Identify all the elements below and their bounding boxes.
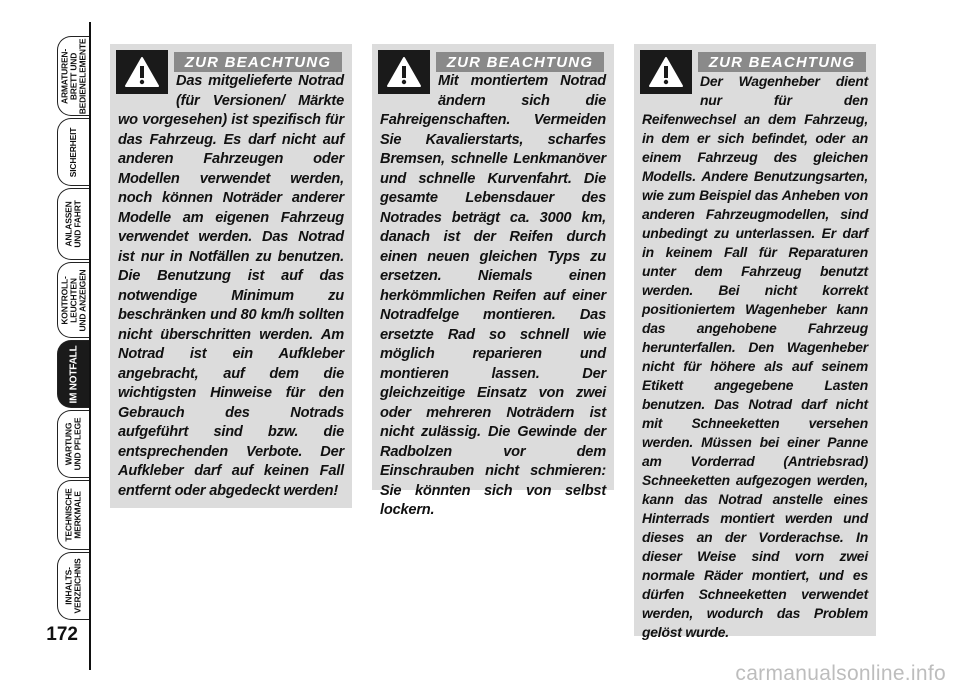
warning-header: ZUR BEACHTUNG (698, 52, 866, 72)
nav-tab-kontrollleuchten[interactable] (57, 262, 89, 338)
warning-box-jack (634, 44, 876, 640)
nav-tab-label: TECHNISCHE MERKMALE (63, 488, 83, 542)
warning-text: Der Wagenheber dient nur für den Reifenwechsel an dem Fahrzeug, in dem er sich befindet, oder an einem Fahrzeug des gleichen Modells. Andere Benutzungsarten, wie zum Beispiel das Anheben von anderen Fahrzeugmodellen, sind unbedingt zu unterlassen. Er darf in keinem Fall für Reparaturen unter dem Fahrzeug benutzt werden. Bei nicht korrekt positioniertem Wagenheber kann das angehobene Fahrzeug herunterfallen. Den Wagenheber nicht für höhere als auf seinem Etikett angegebene Lasten benutzen. Das Notrad darf nicht mit Schneeketten versehen werden. Müssen bei einer Panne am Vorderrad (Antriebsrad) Schneeketten aufgezogen werden, kann das Notrad anstelle eines Hinterrads montiert werden und dieses an der Vorderachse. In dieser Weise sind vorn zwei normale Räder montiert, und es dürfen Schneeketten verwendet werden, wodurch das Problem gelöst wurde. (642, 73, 868, 640)
nav-tab-label: KONTROLL- LEUCHTEN UND ANZEIGEN (59, 269, 88, 331)
nav-tab-label: SICHERHEIT (68, 127, 79, 177)
warning-text: Das mitgelieferte Notrad (für Versionen/ Märkte wo vorgesehen) ist spezifisch für das Fahrzeug. Es darf nicht auf anderen Fahrzeugen oder Modellen verwendet werden, noch können Noträder anderer Modelle am eigenen Fahrzeug verwendet werden. Das Notrad ist nur in Notfällen zu benutzen. Die Benutzung ist auf das notwendige Minimum zu beschränken und 80 km/h sollten nicht überschritten werden. Am Notrad ist ein Aufkleber angebracht, auf dem die wichtigsten Hinweise für den Gebrauch des Notrads aufgeführt sind bzw. die entsprechenden Verbote. Der Aufkleber darf auf keinen Fall entfernt oder abgedeckt werden! (118, 73, 344, 499)
nav-tab-sicherheit[interactable] (57, 118, 89, 186)
nav-tab-label: INHALTS- VERZEICHNIS (63, 558, 83, 614)
warning-header: ZUR BEACHTUNG (436, 52, 604, 72)
nav-tab-inhaltsverzeichnis[interactable] (57, 552, 89, 620)
nav-tab-label: WARTUNG UND PFLEGE (63, 417, 83, 471)
warning-box-spare-wheel-driving (372, 44, 614, 518)
nav-rail-line (89, 22, 91, 670)
watermark: carmanualsonline.info (735, 662, 946, 685)
nav-tab-im-notfall[interactable] (57, 340, 89, 408)
page-number: 172 (46, 624, 78, 645)
nav-tab-technische-merkmale[interactable] (57, 480, 89, 550)
warning-box-spare-wheel (110, 44, 352, 508)
nav-tab-label: ARMATUREN- BRETT UND BEDIENELEMENTE (59, 38, 88, 114)
warning-header: ZUR BEACHTUNG (174, 52, 342, 72)
warning-text: Mit montiertem Notrad ändern sich die Fahreigenschaften. Vermeiden Sie Kavalierstarts, scharfes Bremsen, schnelle Lenkmanöver und schnelle Kurvenfahrt. Die gesamte Lebensdauer des Notrades beträgt ca. 3000 km, danach ist der Reifen durch einen neuen gleichen Typs zu ersetzen. Niemals einen herkömmlichen Reifen auf einer Notradfelge montieren. Das ersetzte Rad so schnell wie möglich reparieren und montieren lassen. Der gleichzeitige Einsatz von zwei oder mehreren Noträdern ist nicht zulässig. Die Gewinde der Radbolzen vor dem Einschrauben nicht schmieren: Sie könnten sich von selbst lockern. (380, 73, 606, 518)
nav-tab-label: ANLASSEN UND FAHRT (63, 200, 83, 248)
nav-tab-label: IM NOTFALL (68, 345, 79, 403)
nav-tab-armaturenbrett[interactable] (57, 36, 89, 116)
nav-tab-wartung[interactable] (57, 410, 89, 478)
nav-tab-anlassen[interactable] (57, 188, 89, 260)
